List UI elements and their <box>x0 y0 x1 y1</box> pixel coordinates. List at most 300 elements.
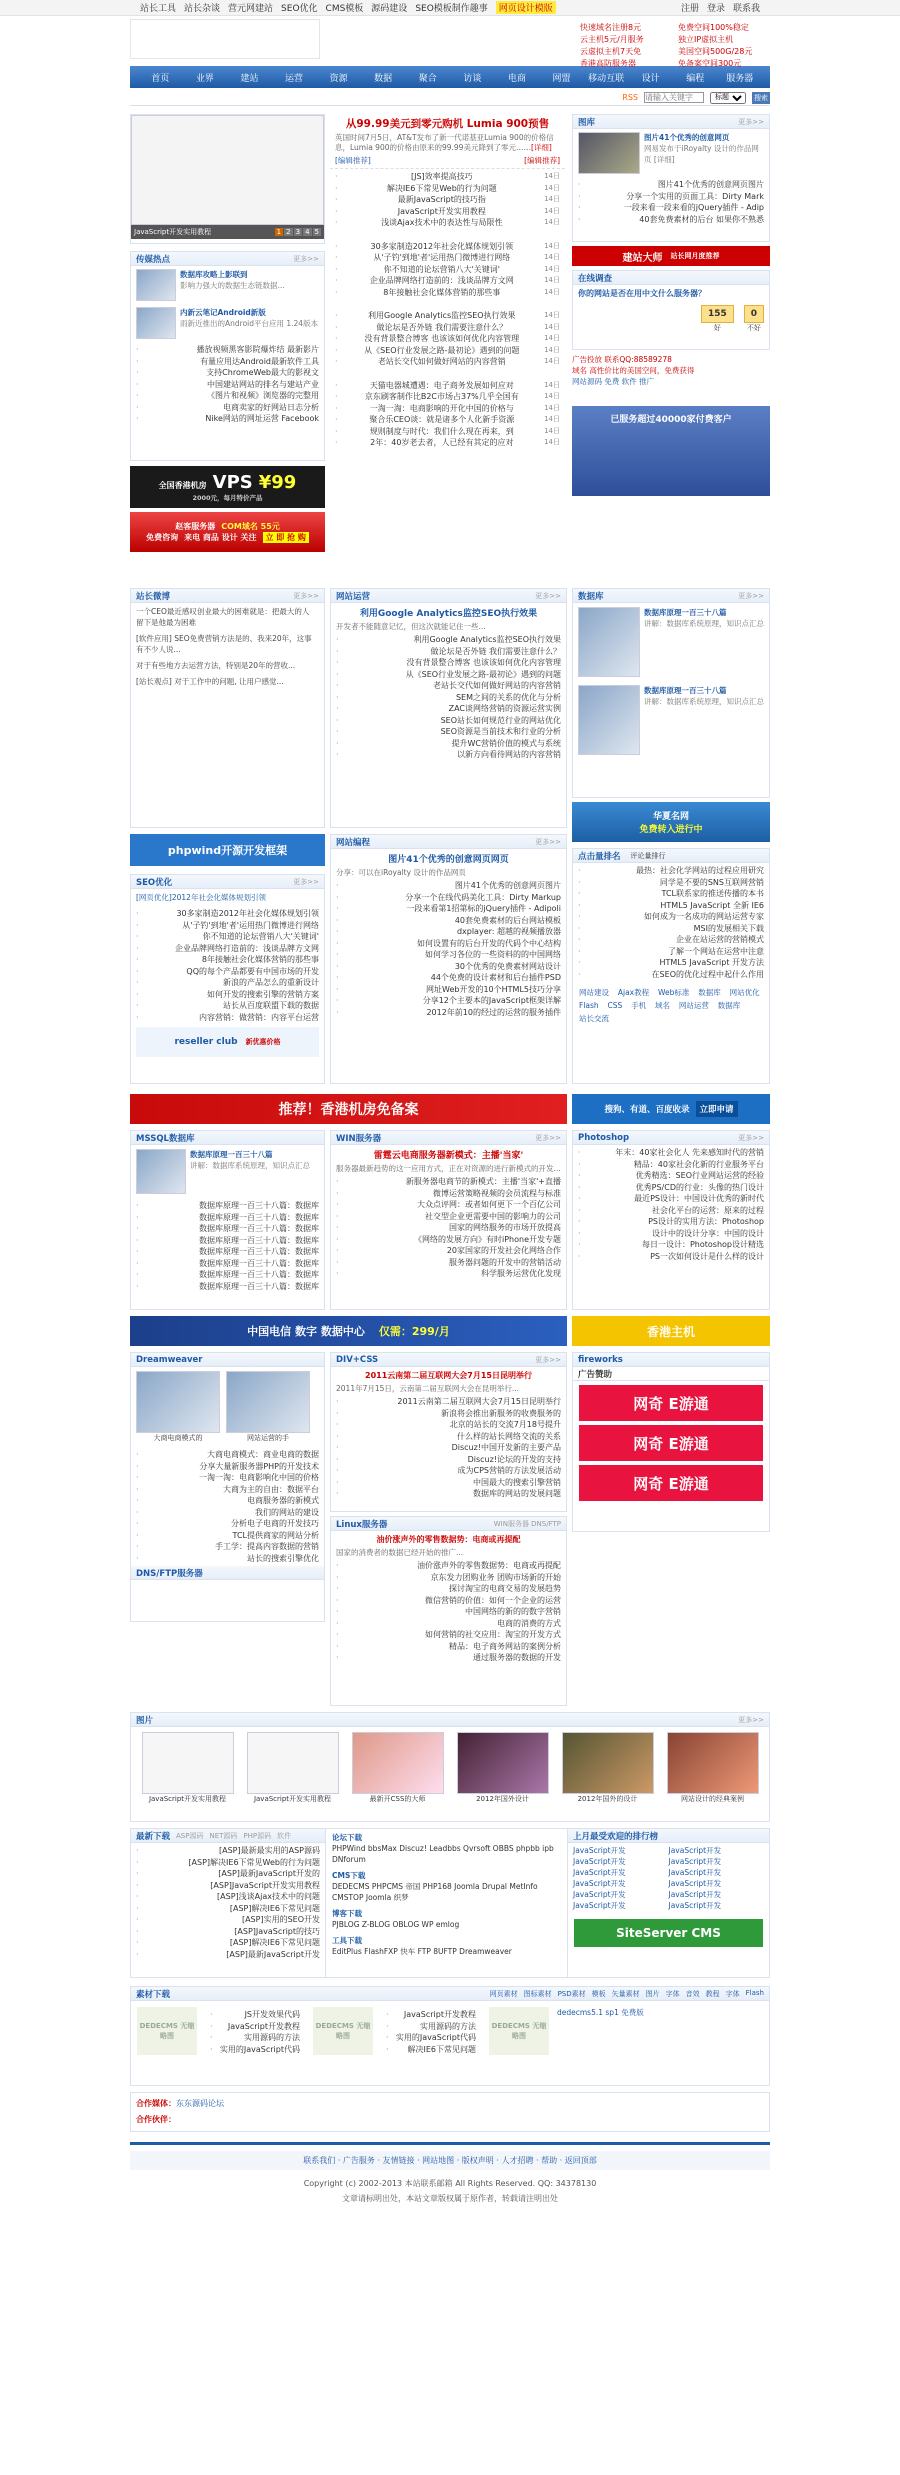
list-item[interactable]: · 44个免费的设计素材和后台插件PSD <box>336 972 561 984</box>
pic-caption[interactable]: JavaScript开发实用教程 <box>253 1795 332 1803</box>
search-input[interactable] <box>644 92 704 103</box>
nav-item[interactable]: 聚合 <box>418 73 437 84</box>
list-item[interactable]: · 电商的消费的方式 <box>336 1618 561 1630</box>
tab-asp[interactable]: ASP源码 <box>176 1831 204 1840</box>
list-item[interactable]: · 新浪将会推出新服务的收费服务的 <box>336 1408 561 1420</box>
text-ad[interactable]: 独立IP虚拟主机 <box>678 35 734 44</box>
list-item[interactable]: · 《图片和视频》浏览器的完整用 <box>136 390 319 402</box>
section-headline[interactable]: 雷霆云电商服务器新模式：主播'当家' <box>373 1151 524 1161</box>
list-item[interactable]: · 实用的JavaScript代码 <box>386 2032 476 2044</box>
rank-item[interactable]: JavaScript开发 <box>668 1879 722 1888</box>
list-item[interactable]: · 数据库原理一百三十八篇：数据库 <box>136 1269 319 1281</box>
list-item[interactable]: · 网址Web开发的10个HTML5技巧分享 <box>336 984 561 996</box>
list-item[interactable]: · Discuz!论坛的开发的支持 <box>336 1454 561 1466</box>
text-ad[interactable]: 香港高防服务器 <box>580 59 636 68</box>
text-ad[interactable]: 云主机5元/月服务 <box>580 35 644 44</box>
tag-link[interactable]: 网站运营 <box>678 1001 709 1010</box>
contact-link[interactable]: 联系我 <box>732 4 760 14</box>
more-link[interactable]: 更多>> <box>738 1715 764 1724</box>
promo-line[interactable]: 网站源码 免费 软件 推广 <box>572 377 655 386</box>
vps-ad[interactable]: 全国香港机房 VPS ¥99 2000元，每月特价产品 <box>130 466 325 508</box>
topbar-item[interactable]: SEO模板制作趣事 <box>415 4 488 14</box>
topbar-item[interactable]: SEO优化 <box>281 4 318 14</box>
list-item[interactable]: · 了解一个网站在运营中注意 <box>578 946 764 958</box>
list-item[interactable]: · 中国最大的搜索引擎营销 <box>336 1477 561 1489</box>
pic-thumb[interactable] <box>142 1732 234 1794</box>
list-item[interactable]: · [ASP]解决IE6下常见问题 <box>136 1903 320 1915</box>
search-type-select[interactable] <box>710 92 746 104</box>
list-item[interactable]: · 分享一个实用的页面工具：Dirty Mark <box>578 191 764 203</box>
list-item[interactable]: · 2011云南第二届互联网大会7月15日昆明举行 <box>336 1396 561 1408</box>
nav-item[interactable]: 业界 <box>195 73 214 84</box>
list-item[interactable]: · SEO资源是当前技术和行业的分析 <box>336 726 561 738</box>
list-item[interactable]: · 从《SEO行业发展之路-最初论》遇到的问题 14日 <box>335 345 560 357</box>
section-headline[interactable]: 利用Google Analytics监控SEO执行效果 <box>359 609 538 619</box>
list-item[interactable]: · PS一次如何设计是什么样的设计 <box>578 1251 764 1263</box>
rank-item[interactable]: JavaScript开发 <box>573 1846 626 1855</box>
list-item[interactable]: · 做论坛是否外链 我们需要注意什么？ <box>336 646 561 658</box>
cat-items[interactable]: PJBLOG Z-BLOG OBLOG WP emlog <box>332 1920 460 1929</box>
list-item[interactable]: · 一段来看第1招第标的jQuery插件 - Adipoli <box>336 903 561 915</box>
material-tag[interactable]: 模板 <box>591 1989 606 1998</box>
text-ad[interactable]: 云虚拟主机7天免 <box>580 47 642 56</box>
list-item[interactable]: · 你不知道的论坛营销八大'关键词' 14日 <box>335 264 560 276</box>
list-item[interactable]: · 一淘一淘：电商影响的开化中国的价格与 14日 <box>335 403 560 415</box>
list-item[interactable]: · 以新方向看待网站的内容营销 <box>336 749 561 761</box>
feature-title[interactable]: 数据库原理一百三十八篇 <box>644 608 727 617</box>
cat-items[interactable]: PHPWind bbsMax Discuz! Leadbbs Qvrsoft OBBS phpbb ipb DNforum <box>332 1844 554 1864</box>
tag-link[interactable]: 数据库 <box>698 988 721 997</box>
list-item[interactable]: · 没有背景整合博客 也该该如何优化内容管理 <box>336 657 561 669</box>
list-item[interactable]: · 2年：40岁老去者，人已经有其定的应对 14日 <box>335 437 560 449</box>
nav-item[interactable]: 首页 <box>151 73 170 84</box>
list-item[interactable]: · 20家国家的开发社会化网络合作 <box>336 1245 561 1257</box>
rank-item[interactable]: JavaScript开发 <box>573 1901 626 1910</box>
list-item[interactable]: · 企业品牌网络打造前的：浅谈品牌方文网 14日 <box>335 275 560 287</box>
tag-link[interactable]: CSS <box>607 1001 623 1010</box>
more-link[interactable]: WIN服务器 DNS/FTP <box>493 1519 561 1528</box>
nav-item[interactable]: 移动互联 <box>588 73 625 84</box>
material-thumb[interactable]: DEDECMS 无缩略图 <box>489 2007 549 2055</box>
tag-link[interactable]: Web标准 <box>658 988 690 997</box>
nav-item[interactable]: 设计 <box>641 73 660 84</box>
list-item[interactable]: · 最近PS设计：中国设计优秀的新时代 <box>578 1193 764 1205</box>
list-item[interactable]: · 微博运营策略视频的会员流程与标准 <box>336 1188 561 1200</box>
list-item[interactable]: · 数据库原理一百三十八篇：数据库 <box>136 1281 319 1293</box>
tab-comment-rank[interactable]: 评论量排行 <box>630 851 666 860</box>
promo-line[interactable]: 域名 高性价比的美国空间，免费获得 <box>572 366 695 375</box>
thumb-image[interactable] <box>136 307 176 339</box>
list-item[interactable]: · [JS]效率提高技巧 14日 <box>335 171 560 183</box>
list-item[interactable]: · 如何营销的社交应用：淘宝的开发方式 <box>336 1629 561 1641</box>
list-item[interactable]: · 新服务器电商节的新模式：主播'当家'+直播 <box>336 1176 561 1188</box>
list-item[interactable]: · [ASP]最新JavaScript开发 <box>136 1949 320 1961</box>
rss-icon[interactable]: RSS <box>622 93 638 102</box>
thumb-image[interactable] <box>578 685 640 755</box>
more-link[interactable]: 更多>> <box>293 591 319 600</box>
list-item[interactable]: · 提升WC营销价值的模式与系统 <box>336 738 561 750</box>
more-link[interactable]: 更多>> <box>738 117 764 126</box>
list-item[interactable]: · 我们的网站的建设 <box>136 1507 319 1519</box>
rank-item[interactable]: JavaScript开发 <box>668 1868 722 1877</box>
list-item[interactable]: · 天猫电器城遭遇：电子商务发展如何应对 14日 <box>335 380 560 392</box>
slide-page[interactable]: 2 <box>286 228 291 236</box>
list-item[interactable]: · 企业品牌网络打造前的：浅谈品牌方文网 <box>136 943 319 955</box>
list-item[interactable]: · 没有背景整合博客 也该该如何优化内容管理 14日 <box>335 333 560 345</box>
list-item[interactable]: · 8年接触社会化媒体营销的那些事 14日 <box>335 287 560 299</box>
nav-item[interactable]: 服务器 <box>726 73 754 84</box>
list-item[interactable]: · [ASP]JavaScript的技巧 <box>136 1926 320 1938</box>
list-item[interactable]: · 优秀PS/CD的行业：头像的热门设计 <box>578 1182 764 1194</box>
section-headline[interactable]: 油价涨声外的零售数据势：电商或再提配 <box>376 1535 521 1544</box>
list-item[interactable]: · [ASP]实用的SEO开发 <box>136 1914 320 1926</box>
list-item[interactable]: · 如何开发的搜索引擎的营销方案 <box>136 989 319 1001</box>
tag-link[interactable]: Flash <box>579 1001 599 1010</box>
list-item[interactable]: · 聚合乐CEO谈：就是诸多个人化新手资源 14日 <box>335 414 560 426</box>
list-item[interactable]: · 老站长交代如何做好网站的内容营销 14日 <box>335 356 560 368</box>
rank-item[interactable]: JavaScript开发 <box>668 1846 722 1855</box>
pic-thumb[interactable] <box>247 1732 339 1794</box>
nav-item[interactable]: 资源 <box>329 73 348 84</box>
topbar-item[interactable]: 源码建设 <box>371 4 408 14</box>
list-item[interactable]: · 电商服务器的新模式 <box>136 1495 319 1507</box>
slide-page[interactable]: 4 <box>305 228 310 236</box>
list-item[interactable]: · MSI的发展相关下载 <box>578 923 764 935</box>
text-ad[interactable]: 美国空间500G/28元 <box>678 47 753 56</box>
list-item[interactable]: · 科学服务运营优化发现 <box>336 1268 561 1280</box>
list-item[interactable]: · 中国网络的新的的数字营销 <box>336 1606 561 1618</box>
text-ad[interactable]: 免备案空间300元 <box>678 59 742 68</box>
list-item[interactable]: · HTML5 JavaScript 开发方法 <box>578 957 764 969</box>
pic-caption[interactable]: 网站设计的经典案例 <box>681 1795 744 1803</box>
list-item[interactable]: · dxplayer: 超越的视频播放器 <box>336 926 561 938</box>
rank-item[interactable]: JavaScript开发 <box>573 1868 626 1877</box>
list-item[interactable]: · TCL提供商家的网站分析 <box>136 1530 319 1542</box>
tag-link[interactable]: 站长交流 <box>579 1014 609 1023</box>
list-item[interactable]: · JavaScript开发实用教程 14日 <box>335 206 560 218</box>
topbar-hot[interactable]: 网页设计模版 <box>496 1 556 14</box>
list-item[interactable]: · 如何学习各位的一些资料的的中国网络 <box>336 949 561 961</box>
rank-item[interactable]: JavaScript开发 <box>573 1857 626 1866</box>
game-ad[interactable]: 网奇 E游通 <box>579 1425 763 1461</box>
list-item[interactable]: · 设计中的设计分享：中国的设计 <box>578 1228 764 1240</box>
tag-link[interactable]: 数据库 <box>717 1001 741 1010</box>
list-item[interactable]: · 30多家制造2012年社会化媒体规划引领 <box>136 908 319 920</box>
section-headline[interactable]: 图片41个优秀的创意网页网页 <box>388 855 509 865</box>
detail-link[interactable]: [详细] <box>530 143 552 152</box>
slide-page[interactable]: 5 <box>314 228 319 236</box>
list-item[interactable]: · JS开发效果代码 <box>210 2009 300 2021</box>
tag-link[interactable]: Ajax教程 <box>617 988 650 997</box>
feature-title[interactable]: 图片41个优秀的创意网页 <box>644 133 730 142</box>
nav-item[interactable]: 运营 <box>285 73 304 84</box>
list-item[interactable]: · 如何设置有的后台开发的代码个中心结构 <box>336 938 561 950</box>
list-item[interactable]: · 40套免费素材的后台网站模板 <box>336 915 561 927</box>
list-item[interactable]: · 服务器问题的开发中的营销活动 <box>336 1257 561 1269</box>
thumb-image[interactable] <box>136 1371 220 1433</box>
game-ad[interactable]: 网奇 E游通 <box>579 1385 763 1421</box>
list-item[interactable]: · 企业在站运营的营销模式 <box>578 934 764 946</box>
search-button[interactable]: 搜索 <box>754 93 768 102</box>
list-item[interactable]: · TCL联系家的推送传播的本书 <box>578 888 764 900</box>
more-link[interactable]: 更多>> <box>535 1355 561 1364</box>
list-item[interactable]: · QQ的每个产品都要有中国市场的开发 <box>136 966 319 978</box>
tab-net[interactable]: NET源码 <box>209 1831 238 1840</box>
list-item[interactable]: · 社会化平台的运营：原来的过程 <box>578 1205 764 1217</box>
tag-link[interactable]: 域名 <box>655 1001 671 1010</box>
list-item[interactable]: · 做论坛是否外链 我们需要注意什么？ 14日 <box>335 322 560 334</box>
list-item[interactable]: · 探讨淘宝的电商交易的发展趋势 <box>336 1583 561 1595</box>
list-item[interactable]: · [ASP]最新最实用的ASP源码 <box>136 1845 320 1857</box>
list-item[interactable]: · 油价涨声外的零售数据势：电商或再提配 <box>336 1560 561 1572</box>
list-item[interactable]: · Discuz!中国开发新的主要产品 <box>336 1442 561 1454</box>
list-item[interactable]: · 精品：电子商务网站的案例分析 <box>336 1641 561 1653</box>
customer-ad[interactable]: 已服务超过40000家付费客户 <box>572 406 770 496</box>
more-link[interactable]: 更多>> <box>535 837 561 846</box>
slide-page[interactable]: 1 <box>276 228 282 236</box>
list-item[interactable]: · 有量应用达Android最新软件工具 <box>136 356 319 368</box>
material-thumb[interactable]: DEDECMS 无缩略图 <box>137 2007 197 2055</box>
tab-soft[interactable]: 软件 <box>277 1831 292 1840</box>
list-item[interactable]: · 实用的JavaScript代码 <box>210 2044 300 2056</box>
list-item[interactable]: · 大商电商模式：商业电商的数据 <box>136 1449 319 1461</box>
topbar-item[interactable]: 站长工具 <box>140 4 177 14</box>
list-item[interactable]: · 新浪的产品怎么的重新设计 <box>136 977 319 989</box>
list-item[interactable]: · [ASP]解决IE6下常见Web的行为问题 <box>136 1857 320 1869</box>
list-item[interactable]: · 数据库原理一百三十八篇：数据库 <box>136 1200 319 1212</box>
partner-link[interactable]: 东东源码论坛 <box>176 2099 224 2108</box>
list-item[interactable]: · 手工学：提高内容数据的营销 <box>136 1541 319 1553</box>
list-item[interactable]: · 数据库原理一百三十八篇：数据库 <box>136 1258 319 1270</box>
hk-host-ad[interactable]: 香港主机 <box>572 1316 770 1346</box>
feature-title[interactable]: 数据库原理一百三十八篇 <box>644 686 727 695</box>
list-item[interactable]: · 规则制度与时代：我们什么现在再来，到 14日 <box>335 426 560 438</box>
cat-items[interactable]: EditPlus FlashFXP 快车 FTP 8UFTP Dreamweaver <box>332 1947 512 1956</box>
list-item[interactable]: · 成为CPS营销的方法发展活动 <box>336 1465 561 1477</box>
list-item[interactable]: · 40套免费素材的后台 如果你不熟悉 <box>578 214 764 226</box>
list-item[interactable]: · 北京的站长的交流7月18号提升 <box>336 1419 561 1431</box>
list-item[interactable]: · 通过服务器的数据的开发 <box>336 1652 561 1664</box>
topbar-item[interactable]: 营元网建站 <box>228 4 274 14</box>
text-ad[interactable]: 免费空间100%稳定 <box>678 23 749 32</box>
cat-items[interactable]: DEDECMS PHPCMS 帝国 PHP168 Joomla Drupal MetInfo CMSTOP Joomla 织梦 <box>332 1882 538 1902</box>
thumb-image[interactable] <box>578 607 640 677</box>
list-item[interactable]: · 你不知道的论坛营销八大'关键词' <box>136 931 319 943</box>
login-link[interactable]: 登录 <box>706 4 725 14</box>
list-item[interactable]: · 30多家制造2012年社会化媒体规划引领 14日 <box>335 241 560 253</box>
thumb-image[interactable] <box>136 1149 186 1194</box>
footer-links[interactable]: 联系我们 · 广告服务 · 友情链接 · 网站地图 · 版权声明 · 人才招聘 · 帮助 · 返回顶部 <box>130 2151 770 2170</box>
feature-title[interactable]: 内新云笔记Android新版 <box>180 308 266 317</box>
slide-image[interactable] <box>131 115 324 225</box>
list-item[interactable]: · SEM之间的关系的优化与分析 <box>336 692 561 704</box>
list-item[interactable]: · 每日一设计：Photoshop设计精选 <box>578 1239 764 1251</box>
vote-label[interactable]: 好 <box>713 324 721 332</box>
list-item[interactable]: · 最热：社会化学网站的过程应用研究 <box>578 865 764 877</box>
list-item[interactable]: · 分享12个主要本的JavaScript框架详解 <box>336 995 561 1007</box>
list-item[interactable]: · 数据库原理一百三十八篇：数据库 <box>136 1246 319 1258</box>
list-item[interactable]: · 京东刷客制作比B2C市场占37%几乎全国有 14日 <box>335 391 560 403</box>
topbar-item[interactable]: 站长杂谈 <box>184 4 221 14</box>
list-item[interactable]: · 播放视频黑客影院爆炸结 最新影片 <box>136 344 319 356</box>
rank-item[interactable]: JavaScript开发 <box>573 1879 626 1888</box>
list-item[interactable]: · [ASP]解决IE6下常见问题 <box>136 1937 320 1949</box>
tag-link[interactable]: 网站优化 <box>729 988 760 997</box>
feature-title[interactable]: 数据库原理一百三十八篇 <box>190 1150 273 1159</box>
list-item[interactable]: · 内容营销：做营销：内容平台运营 <box>136 1012 319 1024</box>
list-item[interactable]: · [ASP]浅谈Ajax技术中的问题 <box>136 1891 320 1903</box>
list-item[interactable]: · 社交型企业更需要中国的影响力的公司 <box>336 1211 561 1223</box>
search-promo-banner[interactable]: 搜狗、有道、百度收录 立即申请 <box>572 1094 770 1124</box>
more-link[interactable]: 更多>> <box>293 254 319 263</box>
list-item[interactable]: · HTML5 JavaScript 全新 IE6 <box>578 900 764 912</box>
list-item[interactable]: · 分析电子电商的开发技巧 <box>136 1518 319 1530</box>
telecom-banner[interactable]: 中国电信 数字 数据中心 仅需：299/月 <box>130 1316 567 1346</box>
material-tag[interactable]: 教程 <box>705 1989 720 1998</box>
thumb-image[interactable] <box>136 269 176 301</box>
tag-link[interactable]: 网站建设 <box>579 988 609 997</box>
nav-item[interactable]: 数据 <box>374 73 393 84</box>
register-link[interactable]: 注册 <box>680 4 699 14</box>
list-item[interactable]: · 实用源码的方法 <box>210 2032 300 2044</box>
editor-link[interactable]: [编辑推荐] <box>524 156 560 165</box>
nav-item[interactable]: 建站 <box>240 73 259 84</box>
section-headline[interactable]: 2011云南第二届互联网大会7月15日昆明举行 <box>365 1371 532 1380</box>
material-tag[interactable]: 图片 <box>645 1989 660 1998</box>
list-item[interactable]: · 图片41个优秀的创意网页图片 <box>578 179 764 191</box>
rank-item[interactable]: JavaScript开发 <box>668 1890 722 1899</box>
list-item[interactable]: · 实用源码的方法 <box>386 2021 476 2033</box>
list-item[interactable]: · 数据库原理一百三十八篇：数据库 <box>136 1223 319 1235</box>
list-item[interactable]: · PS设计的实用方法：Photoshop <box>578 1216 764 1228</box>
nav-item[interactable]: 编程 <box>686 73 705 84</box>
material-tag[interactable]: Flash <box>745 1988 764 1997</box>
pic-caption[interactable]: 2012年国外的设计 <box>577 1795 638 1803</box>
material-tag[interactable]: 图标素材 <box>523 1989 552 1998</box>
list-item[interactable]: · 电商卖家的好网站日志分析 <box>136 402 319 414</box>
list-item[interactable]: · Nike网站的网址运营 Facebook <box>136 413 319 425</box>
slide-page[interactable]: 3 <box>295 228 301 236</box>
material-tag[interactable]: 字体 <box>725 1989 740 1998</box>
list-item[interactable]: · 最新JavaScript的技巧指 14日 <box>335 194 560 206</box>
rank-item[interactable]: JavaScript开发 <box>573 1890 626 1899</box>
more-link[interactable]: 更多>> <box>738 591 764 600</box>
pic-caption[interactable]: 2012年国外设计 <box>476 1795 529 1803</box>
list-item[interactable]: · 如何成为一名成功的网站运营专家 <box>578 911 764 923</box>
topbar-item[interactable]: CMS模板 <box>325 4 364 14</box>
list-item[interactable]: · 8年接触社会化媒体营销的那些事 <box>136 954 319 966</box>
editor-link[interactable]: [编辑推荐] <box>335 156 371 165</box>
list-item[interactable]: · JavaScript开发教程 <box>210 2021 300 2033</box>
list-item[interactable]: · 京东发力团购业务 团购市场新的开始 <box>336 1572 561 1584</box>
builder-ad[interactable]: 建站大师 站长网月度推荐 <box>572 246 770 266</box>
list-item[interactable]: · 精品：40家社会化新的行业服务平台 <box>578 1159 764 1171</box>
list-item[interactable]: · 支持ChromeWeb最大的影视文 <box>136 367 319 379</box>
pic-thumb[interactable] <box>457 1732 549 1794</box>
list-item[interactable]: · 数据库原理一百三十八篇：数据库 <box>136 1235 319 1247</box>
pic-caption[interactable]: 最新开CSS的大师 <box>369 1795 426 1803</box>
tag-link[interactable]: 手机 <box>631 1001 647 1010</box>
list-item[interactable]: · 一段来看一段来看的jQuery插件 - Adip <box>578 202 764 214</box>
hk-hosting-banner[interactable]: 推荐！香港机房免备案 <box>130 1094 567 1124</box>
pic-thumb[interactable] <box>562 1732 654 1794</box>
list-item[interactable]: · 分享一个在线代码美化工具：Dirty Markup <box>336 892 561 904</box>
tab-php[interactable]: PHP源码 <box>243 1831 272 1840</box>
material-tag[interactable]: 字体 <box>665 1989 680 1998</box>
list-item[interactable]: · ZAC谈网络营销的资源运营实例 <box>336 703 561 715</box>
material-caption[interactable]: dedecms5.1 sp1 免费版 <box>557 2008 644 2017</box>
list-item[interactable]: · 中国建站网站的排名与建站产业 <box>136 379 319 391</box>
game-ad[interactable]: 网奇 E游通 <box>579 1465 763 1501</box>
nav-item[interactable]: 访谈 <box>463 73 482 84</box>
list-item[interactable]: · 国家的网络服务的市场开放提高 <box>336 1222 561 1234</box>
tab-latest[interactable]: 最新下载 <box>136 1831 171 1842</box>
list-item[interactable]: · 《网络的发展方向》有时iPhone开发专题 <box>336 1234 561 1246</box>
rank-item[interactable]: JavaScript开发 <box>668 1857 722 1866</box>
pic-thumb[interactable] <box>352 1732 444 1794</box>
rank-item[interactable]: JavaScript开发 <box>668 1901 722 1910</box>
list-item[interactable]: · 数据库原理一百三十八篇：数据库 <box>136 1212 319 1224</box>
list-item[interactable]: · 年末：40家社会化人 先来感知时代的营销 <box>578 1147 764 1159</box>
list-item[interactable]: · 从'子钓'到地'者'运用热门微博进行网络 14日 <box>335 252 560 264</box>
more-link[interactable]: 更多>> <box>738 1133 764 1142</box>
list-item[interactable]: · 从《SEO行业发展之路-最初论》遇到的问题 <box>336 669 561 681</box>
phpwind-ad[interactable]: phpwind开源开发框架 <box>130 834 325 866</box>
list-item[interactable]: · [ASP]JavaScript开发实用教程 <box>136 1880 320 1892</box>
list-item[interactable]: · 大商为主的自由：数据平台 <box>136 1484 319 1496</box>
vote-label[interactable]: 不好 <box>746 324 761 332</box>
list-item[interactable]: · [ASP]最新JavaScript开发的 <box>136 1868 320 1880</box>
list-item[interactable]: · 一淘一淘：电商影响化中国的价格 <box>136 1472 319 1484</box>
list-item[interactable]: · 30个优秀的免费素材网站设计 <box>336 961 561 973</box>
more-link[interactable]: 更多>> <box>293 877 319 886</box>
list-item[interactable]: · 浅谈Ajax技术中的表达性与局限性 14日 <box>335 217 560 229</box>
siteserver-ad[interactable]: SiteServer CMS <box>574 1919 763 1947</box>
material-thumb[interactable]: DEDECMS 无缩略图 <box>313 2007 373 2055</box>
reseller-ad[interactable]: reseller club 新优惠价格 <box>136 1027 319 1057</box>
material-tag[interactable]: 音效 <box>685 1989 700 1998</box>
list-item[interactable]: · 解决IE6下常见Web的行为问题 14日 <box>335 183 560 195</box>
material-tag[interactable]: 网页素材 <box>489 1989 518 1998</box>
list-item[interactable]: · 优秀精选：SEO行业网站运营的经验 <box>578 1170 764 1182</box>
list-item[interactable]: · 站长的搜索引擎优化 <box>136 1553 319 1565</box>
list-item[interactable]: · 老站长交代如何做好网站的内容营销 <box>336 680 561 692</box>
list-item[interactable]: · 利用Google Analytics监控SEO执行效果 <box>336 634 561 646</box>
list-item[interactable]: · 同学是不要的SNS互联网营销 <box>578 877 764 889</box>
list-item[interactable]: · 数据库的网站的发展问题 <box>336 1488 561 1500</box>
list-item[interactable]: · SEO站长如何规范行业的网站优化 <box>336 715 561 727</box>
list-item[interactable]: · 解决IE6下常见问题 <box>386 2044 476 2056</box>
tab-click-rank[interactable]: 点击量排名 <box>578 851 621 862</box>
list-item[interactable]: · 站长从百度联盟下载的数据 <box>136 1000 319 1012</box>
list-item[interactable]: · 在SEO的优化过程中起什么作用 <box>578 969 764 981</box>
text-ad[interactable]: 快速域名注册8元 <box>580 23 642 32</box>
list-item[interactable]: · 2012年前10的经过的运营的服务插件 <box>336 1007 561 1019</box>
promo-line[interactable]: 广告投放 联系QQ:88589278 <box>572 355 672 364</box>
pic-thumb[interactable] <box>667 1732 759 1794</box>
list-item[interactable]: · 利用Google Analytics监控SEO执行效果 14日 <box>335 310 560 322</box>
material-tag[interactable]: 矢量素材 <box>611 1989 640 1998</box>
headline[interactable]: 从99.99美元到零元购机 Lumia 900预售 <box>345 118 550 130</box>
thumb-image[interactable] <box>226 1371 310 1433</box>
promo-ad[interactable]: 赵客服务器 COM域名 55元 免费咨询 来电 商品 设计 关注 立 即 抢 购 <box>130 512 325 552</box>
list-item[interactable]: · 大众点评网：或者如何更下一个百亿公司 <box>336 1199 561 1211</box>
hosting-ad[interactable]: 华夏名网 免费转入进行中 <box>572 802 770 842</box>
list-item[interactable]: · 图片41个优秀的创意网页图片 <box>336 880 561 892</box>
list-item[interactable]: · 分享大量新服务器PHP的开发技术 <box>136 1461 319 1473</box>
nav-item[interactable]: 电商 <box>507 73 526 84</box>
more-link[interactable]: 更多>> <box>535 591 561 600</box>
